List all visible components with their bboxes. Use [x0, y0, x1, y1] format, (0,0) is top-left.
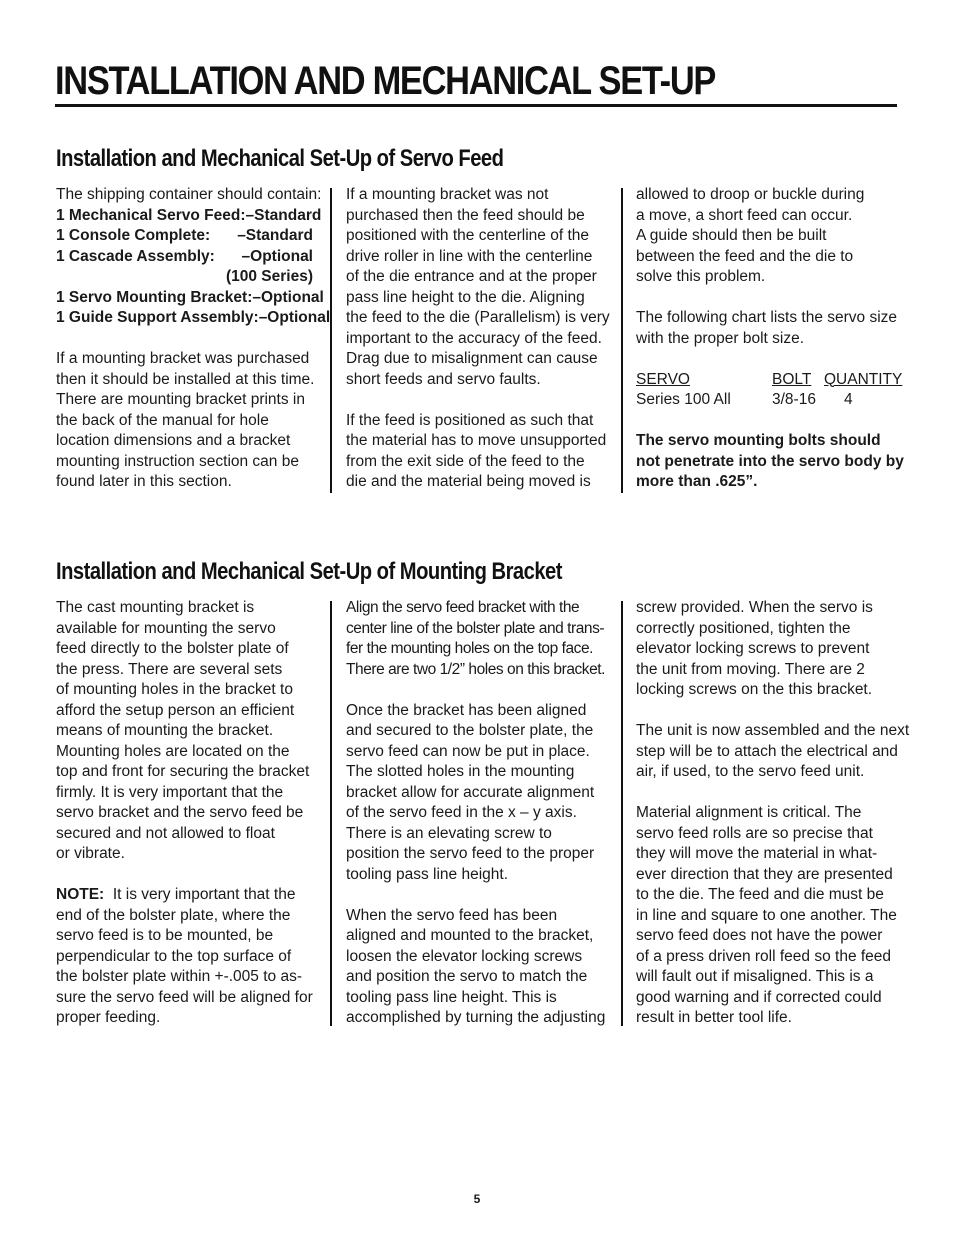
contents-item-note: (100 Series) [225, 268, 313, 285]
section-heading-mounting-bracket: Installation and Mechanical Set-Up of Mounting Bracket [56, 558, 562, 585]
title-rule [55, 104, 897, 107]
material-alignment-paragraph: Material alignment is critical. The servo feed rolls are so precise that they will move the material in what- ever direction that they are presented to the die. The feed and die must be in line and square to one another. The servo feed does not have the power of a press driven roll feed so the feed will fault out if misaligned. This is a good warning and if corrected could result in better tool life. [636, 804, 897, 1026]
mounting-bracket-column-2 [346, 598, 605, 1029]
contents-list [56, 206, 331, 329]
contents-intro: The shipping container should contain: [56, 186, 322, 203]
bracket-aligned-paragraph: Once the bracket has been aligned and secured to the bolster plate, the servo feed can now be put in place. The slotted holes in the mounting bracket allow for accurate alignment of the servo feed in the x – y axis. There is an elevating screw to position the servo feed to the proper tooling pass line height. [346, 701, 595, 883]
page-title: INSTALLATION AND MECHANICAL SET-UP [55, 59, 716, 103]
guide-paragraph: allowed to droop or buckle during a move, a short feed can occur. A guide should then be built between the feed and the die to solve this problem. [636, 186, 865, 285]
column-divider [621, 601, 623, 1026]
table-cell: 3/8-16 [772, 391, 816, 408]
column-header-quantity: QUANTITY [824, 370, 903, 388]
table-cell: Series 100 All [636, 391, 731, 408]
column-divider [621, 188, 623, 493]
servo-feed-column-2 [346, 185, 610, 493]
section-heading-servo-feed: Installation and Mechanical Set-Up of Servo Feed [56, 145, 504, 172]
contents-item: 1 Guide Support Assembly: –Optional [56, 309, 331, 326]
bracket-purchased-paragraph: If a mounting bracket was purchased then it should be installed at this time. There are mounting bracket prints in the back of the manual for hole location dimensions and a bracket mounting instruction section can be found later in this section. [56, 350, 315, 490]
note-paragraph: NOTE: It is very important that the end of the bolster plate, where the servo feed is to be mounted, be perpendicular to the top surface of the bolster plate within +-.005 to as- sure the servo feed will be aligned for proper feeding. [56, 886, 313, 1026]
mounted-paragraph: When the servo feed has been aligned and mounted to the bracket, loosen the elevator locking screws and position the servo to match the tooling pass line height. This is accomplished by turning the adjusting [346, 906, 606, 1026]
assembled-paragraph: The unit is now assembled and the next step will be to attach the electrical and air, if used, to the servo feed unit. [636, 722, 910, 780]
contents-item: 1 Console Complete: –Standard [56, 227, 313, 244]
table-header [636, 370, 903, 391]
chart-intro-paragraph: The following chart lists the servo size with the proper bolt size. [636, 309, 898, 347]
column-header-bolt: BOLT [772, 370, 812, 388]
note-label: NOTE: [56, 886, 105, 903]
bolt-warning: The servo mounting bolts should not penetrate into the servo body by more than .625”. [636, 432, 904, 490]
column-divider [330, 188, 332, 493]
table-row [636, 390, 897, 411]
locking-screws-paragraph: screw provided. When the servo is correctly positioned, tighten the elevator locking screws to prevent the unit from moving. There are 2 locking screws on the this bracket. [636, 599, 873, 698]
mounting-bracket-column-3 [636, 598, 909, 1029]
column-divider [330, 601, 332, 1026]
contents-item: 1 Servo Mounting Bracket: –Optional [56, 288, 324, 306]
page-number: 5 [473, 1192, 481, 1206]
cast-bracket-paragraph: The cast mounting bracket is available for mounting the servo feed directly to the bolster plate of the press. There are several sets of mounting holes in the bracket to afford the setup person an efficient means of mounting the bracket. Mounting holes are located on the top and front for securing the bracket firmly. It is very important that the servo bracket and the servo feed be secured and not allowed to float or vibrate. [56, 599, 310, 862]
contents-item: 1 Mechanical Servo Feed: –Standard [56, 206, 322, 224]
contents-item: 1 Cascade Assembly: –Optional [56, 247, 313, 265]
servo-feed-column-1 [56, 185, 331, 493]
column-header-servo: SERVO [636, 370, 690, 388]
table-cell: 4 [844, 391, 853, 408]
servo-feed-column-3 [636, 185, 904, 493]
mounting-bracket-column-1 [56, 598, 313, 1029]
servo-bolt-table [636, 370, 904, 411]
alignment-paragraph: If a mounting bracket was not purchased then the feed should be positioned with the centerline of the drive roller in line with the centerline of the die entrance and at the proper pass line height to the die. Aligning the feed to the die (Parallelism) is very important to the accuracy of the feed. Drag due to misalignment can cause short feeds and servo faults. [346, 186, 610, 388]
align-bracket-paragraph: Align the servo feed bracket with the center line of the bolster plate and trans- fer the mounting holes on the top face. There are two 1/2” holes on this bracket. [346, 599, 605, 678]
unsupported-material-paragraph: If the feed is positioned as such that the material has to move unsupported from the exit side of the feed to the die and the material being moved is [346, 411, 607, 490]
